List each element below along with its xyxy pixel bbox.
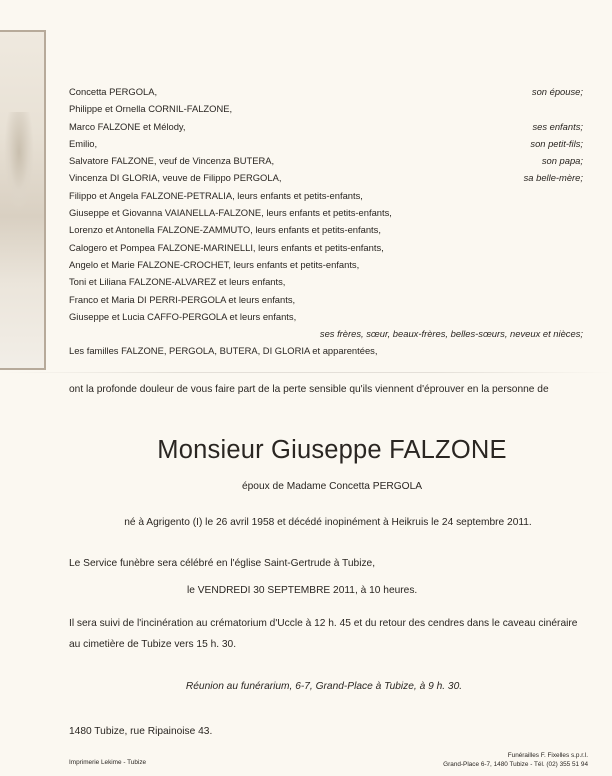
family-member-name: Emilio, [69, 137, 98, 149]
paper-fold-line [0, 372, 612, 373]
spouse-line: époux de Madame Concetta PERGOLA [241, 481, 423, 492]
siblings-line: ses frères, sœur, beaux-frères, belles-sœurs, neveux et nièces; [319, 328, 583, 340]
funeral-home-address: Grand-Place 6-7, 1480 Tubize - Tél. (02) 355 51 94 [443, 761, 588, 768]
family-relation: ses enfants; [532, 120, 583, 132]
memorial-photo [0, 30, 46, 370]
family-entry [69, 83, 583, 100]
birth-death-line: né à Agrigento (I) le 26 avril 1958 et décédé inopinément à Heikruis le 24 septembre 2011. [124, 517, 532, 528]
reunion-line: Réunion au funérarium, 6-7, Grand-Place à Tubize, à 9 h. 30. [185, 681, 463, 692]
family-entry [69, 221, 583, 238]
family-entry [69, 135, 583, 152]
family-entry [69, 308, 583, 325]
funeral-home-name: Funérailles F. Fixelles s.p.r.l. [507, 752, 588, 759]
family-member-name: Giuseppe et Giovanna VAIANELLA-FALZONE, leurs enfants et petits-enfants, [69, 207, 392, 219]
family-entry [69, 118, 583, 135]
family-entry [69, 291, 583, 308]
family-relation: son papa; [541, 155, 583, 167]
family-relation: son épouse; [531, 86, 583, 97]
printer-credit: Imprimerie Lekime - Tubize [69, 759, 147, 766]
cremation-text: Il sera suivi de l'incinération au crématorium d'Uccle à 12 h. 45 et du retour des cendres dans le caveau cinéraire au cimetière de Tubize vers 15 h. 30. [69, 618, 578, 650]
home-address: 1480 Tubize, rue Ripainoise 43. [69, 726, 213, 737]
family-member-name: Calogero et Pompea FALZONE-MARINELLI, leurs enfants et petits-enfants, [69, 241, 384, 253]
family-member-name: Franco et Maria DI PERRI-PERGOLA et leurs enfants, [69, 293, 296, 305]
funeral-home [443, 751, 588, 769]
family-entry [69, 239, 583, 256]
family-member-name: Concetta PERGOLA, [69, 86, 158, 97]
announcement-intro: ont la profonde douleur de vous faire part de la perte sensible qu'ils viennent d'éprouver en la personne de [69, 384, 549, 395]
family-member-name: Vincenza DI GLORIA, veuve de Filippo PERGOLA, [69, 172, 282, 184]
family-entry [69, 187, 583, 204]
family-relation: sa belle-mère; [523, 172, 583, 184]
family-entry [69, 169, 583, 186]
family-list [69, 83, 583, 360]
families-line: Les familles FALZONE, PERGOLA, BUTERA, DI GLORIA et apparentées, [69, 345, 378, 357]
family-member-name: Angelo et Marie FALZONE-CROCHET, leurs enfants et petits-enfants, [69, 258, 360, 270]
service-date: le VENDREDI 30 SEPTEMBRE 2011, à 10 heures. [187, 585, 418, 596]
family-relation: son petit-fils; [530, 137, 583, 149]
family-member-name: Salvatore FALZONE, veuf de Vincenza BUTERA, [69, 155, 275, 167]
family-member-name: Marco FALZONE et Mélody, [69, 120, 186, 132]
family-member-name: Toni et Liliana FALZONE-ALVAREZ et leurs enfants, [69, 276, 286, 288]
service-location: Le Service funèbre sera célébré en l'église Saint-Gertrude à Tubize, [69, 558, 376, 569]
family-member-name: Giuseppe et Lucia CAFFO-PERGOLA et leurs enfants, [69, 310, 297, 322]
tree-silhouette [4, 112, 34, 212]
family-entry [69, 256, 583, 273]
family-entry [69, 273, 583, 290]
family-member-name: Lorenzo et Antonella FALZONE-ZAMMUTO, leurs enfants et petits-enfants, [69, 224, 381, 236]
family-entry [69, 100, 583, 117]
family-entry [69, 152, 583, 169]
family-member-name: Philippe et Ornella CORNIL-FALZONE, [69, 103, 233, 115]
family-member-name: Filippo et Angela FALZONE-PETRALIA, leurs enfants et petits-enfants, [69, 189, 363, 201]
family-entry [69, 204, 583, 221]
deceased-name: Monsieur Giuseppe FALZONE [157, 436, 507, 464]
